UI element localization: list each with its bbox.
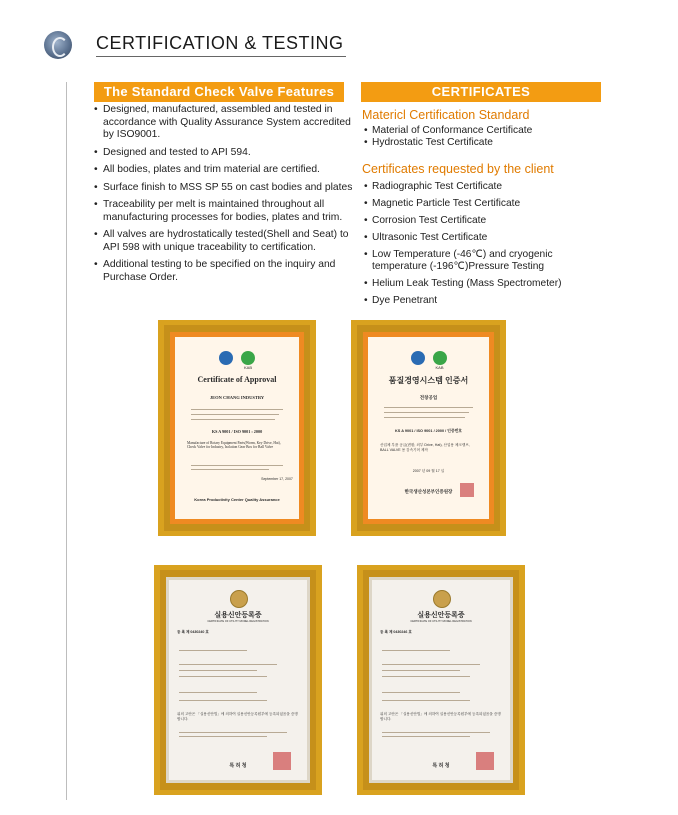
official-stamp — [476, 752, 494, 770]
utility-2-body: 위의 고안은 「실용신안법」에 의하여 실용신안등록원부에 등록되었음을 증명합니다. — [380, 712, 501, 721]
utility-1-title: 실용신안등록증 — [214, 612, 262, 619]
certificate-utility-2-frame — [357, 565, 525, 795]
material-cert-list — [364, 125, 614, 149]
certificate-utility-1 — [166, 577, 310, 783]
title-underline — [96, 56, 346, 57]
utility-2-office: 특 허 청 — [432, 763, 450, 769]
approval-standard: KS A 9001 / ISO 9001 : 2000 — [211, 429, 263, 434]
cert-item: • Material of Conformance Certificate — [364, 125, 614, 137]
approval-title: Certificate of Approval — [197, 375, 277, 384]
cert-item: • Corrosion Test Certificate — [364, 215, 614, 227]
certificate-approval — [170, 332, 304, 524]
government-seal-icon — [230, 590, 248, 608]
certificate-quality-kr-frame — [351, 320, 506, 536]
kpc-logo-icon — [411, 351, 425, 365]
cert-item: • Hydrostatic Test Certificate — [364, 137, 614, 149]
official-stamp — [460, 483, 474, 497]
cert-item: • Magnetic Particle Test Certificate — [364, 198, 614, 210]
approval-company: JEON CHANG INDUSTRY — [209, 395, 265, 400]
quality-kr-title: 품질경영시스템 인증서 — [388, 376, 469, 385]
feature-item: • Designed, manufactured, assembled and tested in accordance with Quality Assurance System accredited by ISO9001. — [94, 104, 356, 142]
feature-item: • All valves are hydrostatically tested(Shell and Seat) to API 598 with unique traceability to certification. — [94, 229, 356, 254]
feature-item: • All bodies, plates and trim material are certified. — [94, 164, 356, 177]
quality-kr-date: 2007 년 09 월 17 일 — [412, 469, 445, 473]
client-cert-list — [364, 181, 614, 307]
vertical-divider — [66, 82, 67, 800]
material-cert-heading: Matericl Certification Standard — [362, 108, 530, 122]
utility-2-reg-no: 등 록 제 0430246 호 — [380, 630, 412, 634]
client-cert-heading: Certificates requested by the client — [362, 162, 554, 176]
certificate-utility-1-frame — [154, 565, 322, 795]
approval-date: September 17, 2007 — [261, 477, 293, 481]
certificate-quality-kr — [363, 332, 494, 524]
certificate-approval-frame — [158, 320, 316, 536]
feature-item: • Additional testing to be specified on the inquiry and Purchase Order. — [94, 259, 356, 284]
kab-label: KAB — [435, 365, 444, 370]
cert-item: • Helium Leak Testing (Mass Spectrometer) — [364, 278, 614, 290]
page-title: CERTIFICATION & TESTING — [96, 33, 344, 53]
utility-1-office: 특 허 청 — [229, 763, 247, 769]
feature-item: • Surface finish to MSS SP 55 on cast bodies and plates — [94, 182, 356, 195]
government-seal-icon — [433, 590, 451, 608]
kab-logo-icon — [241, 351, 255, 365]
features-band: The Standard Check Valve Features — [94, 82, 344, 102]
cert-item: • Dye Penetrant — [364, 295, 614, 307]
kab-label: KAB — [243, 365, 252, 370]
utility-1-subtitle: CERTIFICATE OF UTILITY MODEL REGISTRATION — [207, 620, 269, 623]
company-logo-icon — [44, 31, 72, 59]
cert-item: • Radiographic Test Certificate — [364, 181, 614, 193]
cert-item: • Ultrasonic Test Certificate — [364, 232, 614, 244]
approval-issuer: Korea Productivity Center Quality Assurance — [194, 497, 280, 502]
feature-item: • Traceability per melt is maintained throughout all manufacturing processes for bodies, plates and trim. — [94, 199, 356, 224]
utility-1-body: 위의 고안은 「실용신안법」에 의하여 실용신안등록원부에 등록되었음을 증명합니다. — [177, 712, 298, 721]
official-stamp — [273, 752, 291, 770]
utility-2-subtitle: CERTIFICATE OF UTILITY MODEL REGISTRATION — [410, 620, 472, 623]
quality-kr-company: 전창공업 — [419, 395, 438, 400]
quality-kr-scope: 산업체 부품 공급(변환, 외부 Drive, Hat), 산업용 체크밸브, BALL VALVE 용 감속기어 제작 — [380, 443, 470, 452]
utility-1-reg-no: 등 록 제 0430240 호 — [177, 630, 209, 634]
quality-kr-standard: KS A 9001 / ISO 9001 / 2000 / 인증번호 — [395, 429, 462, 433]
feature-item: • Designed and tested to API 594. — [94, 147, 356, 160]
quality-kr-issuer: 한국생산성본부인증원장 — [404, 489, 453, 494]
kab-logo-icon — [433, 351, 447, 365]
kpc-logo-icon — [219, 351, 233, 365]
cert-item: • Low Temperature (-46℃) and cryogenic temperature (-196℃)Pressure Testing — [364, 249, 608, 273]
approval-scope: Manufacture of Rotary Equipment Parts(Worm, Key Drive, Hat), Check Valve for Industry, Isolation Gear Box for Ball Valve — [187, 441, 281, 449]
utility-2-title: 실용신안등록증 — [417, 612, 465, 619]
features-list — [94, 104, 356, 289]
certificate-utility-2 — [369, 577, 513, 783]
certificates-band: CERTIFICATES — [361, 82, 601, 102]
